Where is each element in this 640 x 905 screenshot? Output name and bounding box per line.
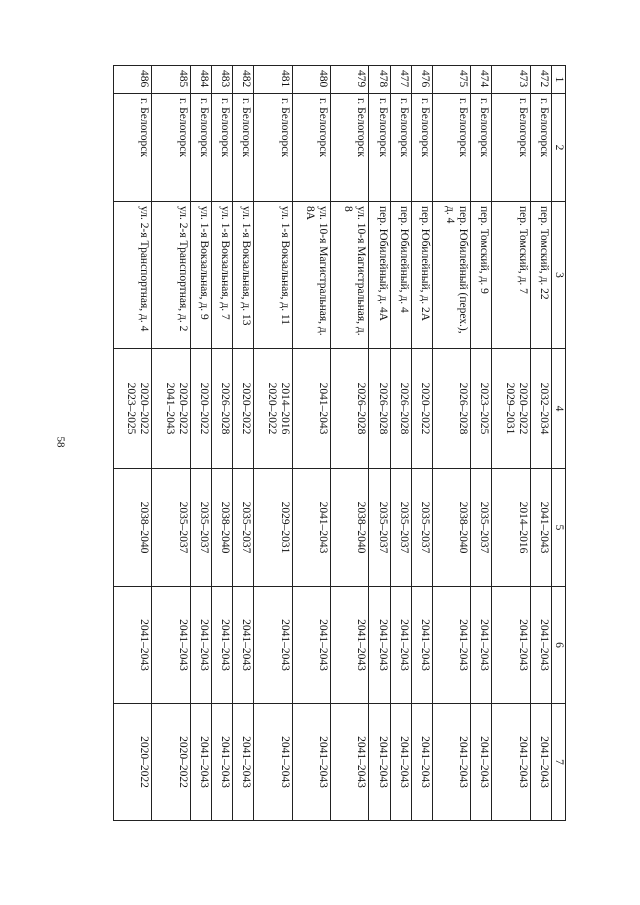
period-col7: 2020–2022 (114, 704, 152, 821)
period-col6: 2041–2043 (152, 587, 190, 704)
period-col6: 2041–2043 (369, 587, 390, 704)
period-col4: 2020–2022 (190, 349, 211, 469)
period-col4: 2020–2022 (233, 349, 254, 469)
period-col4: 2026–2028 (212, 349, 233, 469)
period-col5: 2035–2037 (369, 469, 390, 587)
table-row (152, 66, 190, 821)
header-cell-4: 4 (552, 349, 566, 469)
address-cell: пер. Юбилейный, д. 4 (390, 202, 411, 349)
table-row (292, 66, 330, 821)
period-col4: 2026–2028 (369, 349, 390, 469)
row-number: 480 (292, 66, 330, 94)
period-col4: 2014–2016 2020–2022 (254, 349, 292, 469)
period-col5: 2041–2043 (292, 469, 330, 587)
period-col4: 2026–2028 (390, 349, 411, 469)
table-row (432, 66, 470, 821)
address-cell: пер. Юбилейный, д. 2А (411, 202, 432, 349)
city-cell: г. Белогорск (152, 94, 190, 202)
table-row (530, 66, 551, 821)
header-cell-1: 1 (552, 66, 566, 94)
table-row (233, 66, 254, 821)
table-row (492, 66, 530, 821)
table-row (212, 66, 233, 821)
row-number: 475 (432, 66, 470, 94)
period-col6: 2041–2043 (114, 587, 152, 704)
period-col5: 2035–2037 (471, 469, 492, 587)
row-number: 477 (390, 66, 411, 94)
period-col4: 2041–2043 (292, 349, 330, 469)
period-col7: 2041–2043 (411, 704, 432, 821)
table-row (411, 66, 432, 821)
row-number: 484 (190, 66, 211, 94)
table-row (369, 66, 390, 821)
period-col7: 2041–2043 (530, 704, 551, 821)
row-number: 476 (411, 66, 432, 94)
period-col5: 2041–2043 (530, 469, 551, 587)
address-cell: ул. 1-я Вокзальная, д. 7 (212, 202, 233, 349)
address-cell: ул. 10-я Магистральная, д. 8А (292, 202, 330, 349)
address-cell: ул. 1-я Вокзальная, д. 9 (190, 202, 211, 349)
city-cell: г. Белогорск (331, 94, 369, 202)
address-cell: ул. 10-я Магистральная, д. 8 (331, 202, 369, 349)
period-col5: 2038–2040 (212, 469, 233, 587)
table-row (331, 66, 369, 821)
row-number: 472 (530, 66, 551, 94)
period-col7: 2041–2043 (190, 704, 211, 821)
period-col5: 2035–2037 (233, 469, 254, 587)
period-col6: 2041–2043 (331, 587, 369, 704)
table-row (114, 66, 152, 821)
period-col6: 2041–2043 (292, 587, 330, 704)
header-cell-2: 2 (552, 94, 566, 202)
row-number: 483 (212, 66, 233, 94)
address-cell: пер. Юбилейный (перех.), д. 4 (432, 202, 470, 349)
address-cell: ул. 2-я Транспортная, д. 4 (114, 202, 152, 349)
city-cell: г. Белогорск (492, 94, 530, 202)
period-col7: 2041–2043 (390, 704, 411, 821)
period-col6: 2041–2043 (530, 587, 551, 704)
period-col7: 2041–2043 (471, 704, 492, 821)
period-col6: 2041–2043 (432, 587, 470, 704)
city-cell: г. Белогорск (292, 94, 330, 202)
header-cell-5: 5 (552, 469, 566, 587)
address-cell: ул. 1-я Вокзальная, д. 11 (254, 202, 292, 349)
address-cell: ул. 2-я Транспортная, д. 2 (152, 202, 190, 349)
period-col7: 2041–2043 (492, 704, 530, 821)
period-col4: 2020–2022 2023–2025 (114, 349, 152, 469)
schedule-table (113, 65, 566, 821)
period-col7: 2041–2043 (254, 704, 292, 821)
table-row (190, 66, 211, 821)
period-col7: 2041–2043 (292, 704, 330, 821)
address-cell: пер. Юбилейный, д. 4А (369, 202, 390, 349)
address-cell: пер. Томский, д. 22 (530, 202, 551, 349)
period-col7: 2020–2022 (152, 704, 190, 821)
period-col4: 2020–2022 (411, 349, 432, 469)
city-cell: г. Белогорск (432, 94, 470, 202)
period-col5: 2038–2040 (432, 469, 470, 587)
period-col5: 2035–2037 (190, 469, 211, 587)
period-col4: 2026–2028 (432, 349, 470, 469)
period-col5: 2038–2040 (331, 469, 369, 587)
period-col7: 2041–2043 (432, 704, 470, 821)
period-col5: 2035–2037 (152, 469, 190, 587)
row-number: 479 (331, 66, 369, 94)
period-col6: 2041–2043 (411, 587, 432, 704)
row-number: 474 (471, 66, 492, 94)
period-col5: 2014–2016 (492, 469, 530, 587)
city-cell: г. Белогорск (212, 94, 233, 202)
period-col6: 2041–2043 (190, 587, 211, 704)
period-col6: 2041–2043 (390, 587, 411, 704)
period-col5: 2035–2037 (390, 469, 411, 587)
period-col4: 2032–2034 (530, 349, 551, 469)
city-cell: г. Белогорск (390, 94, 411, 202)
period-col6: 2041–2043 (254, 587, 292, 704)
row-number: 486 (114, 66, 152, 94)
table-row (254, 66, 292, 821)
period-col7: 2041–2043 (331, 704, 369, 821)
rotated-table-container (113, 65, 566, 820)
period-col4: 2020–2022 2029–2031 (492, 349, 530, 469)
period-col5: 2035–2037 (411, 469, 432, 587)
address-cell: пер. Томский, д. 7 (492, 202, 530, 349)
table-row (390, 66, 411, 821)
header-cell-6: 6 (552, 587, 566, 704)
city-cell: г. Белогорск (233, 94, 254, 202)
header-row (552, 66, 566, 821)
table-row (471, 66, 492, 821)
city-cell: г. Белогорск (254, 94, 292, 202)
period-col6: 2041–2043 (471, 587, 492, 704)
period-col6: 2041–2043 (492, 587, 530, 704)
city-cell: г. Белогорск (530, 94, 551, 202)
row-number: 478 (369, 66, 390, 94)
period-col6: 2041–2043 (233, 587, 254, 704)
city-cell: г. Белогорск (411, 94, 432, 202)
city-cell: г. Белогорск (471, 94, 492, 202)
period-col7: 2041–2043 (233, 704, 254, 821)
period-col5: 2029–2031 (254, 469, 292, 587)
address-cell: пер. Томский, д. 9 (471, 202, 492, 349)
period-col7: 2041–2043 (212, 704, 233, 821)
city-cell: г. Белогорск (190, 94, 211, 202)
row-number: 473 (492, 66, 530, 94)
row-number: 485 (152, 66, 190, 94)
row-number: 482 (233, 66, 254, 94)
period-col4: 2020–2022 2041–2043 (152, 349, 190, 469)
city-cell: г. Белогорск (114, 94, 152, 202)
period-col4: 2023–2025 (471, 349, 492, 469)
header-cell-7: 7 (552, 704, 566, 821)
address-cell: ул. 1-я Вокзальная, д. 13 (233, 202, 254, 349)
page-number: 58 (54, 436, 67, 448)
period-col7: 2041–2043 (369, 704, 390, 821)
period-col5: 2038–2040 (114, 469, 152, 587)
period-col4: 2026–2028 (331, 349, 369, 469)
city-cell: г. Белогорск (369, 94, 390, 202)
period-col6: 2041–2043 (212, 587, 233, 704)
row-number: 481 (254, 66, 292, 94)
header-cell-3: 3 (552, 202, 566, 349)
